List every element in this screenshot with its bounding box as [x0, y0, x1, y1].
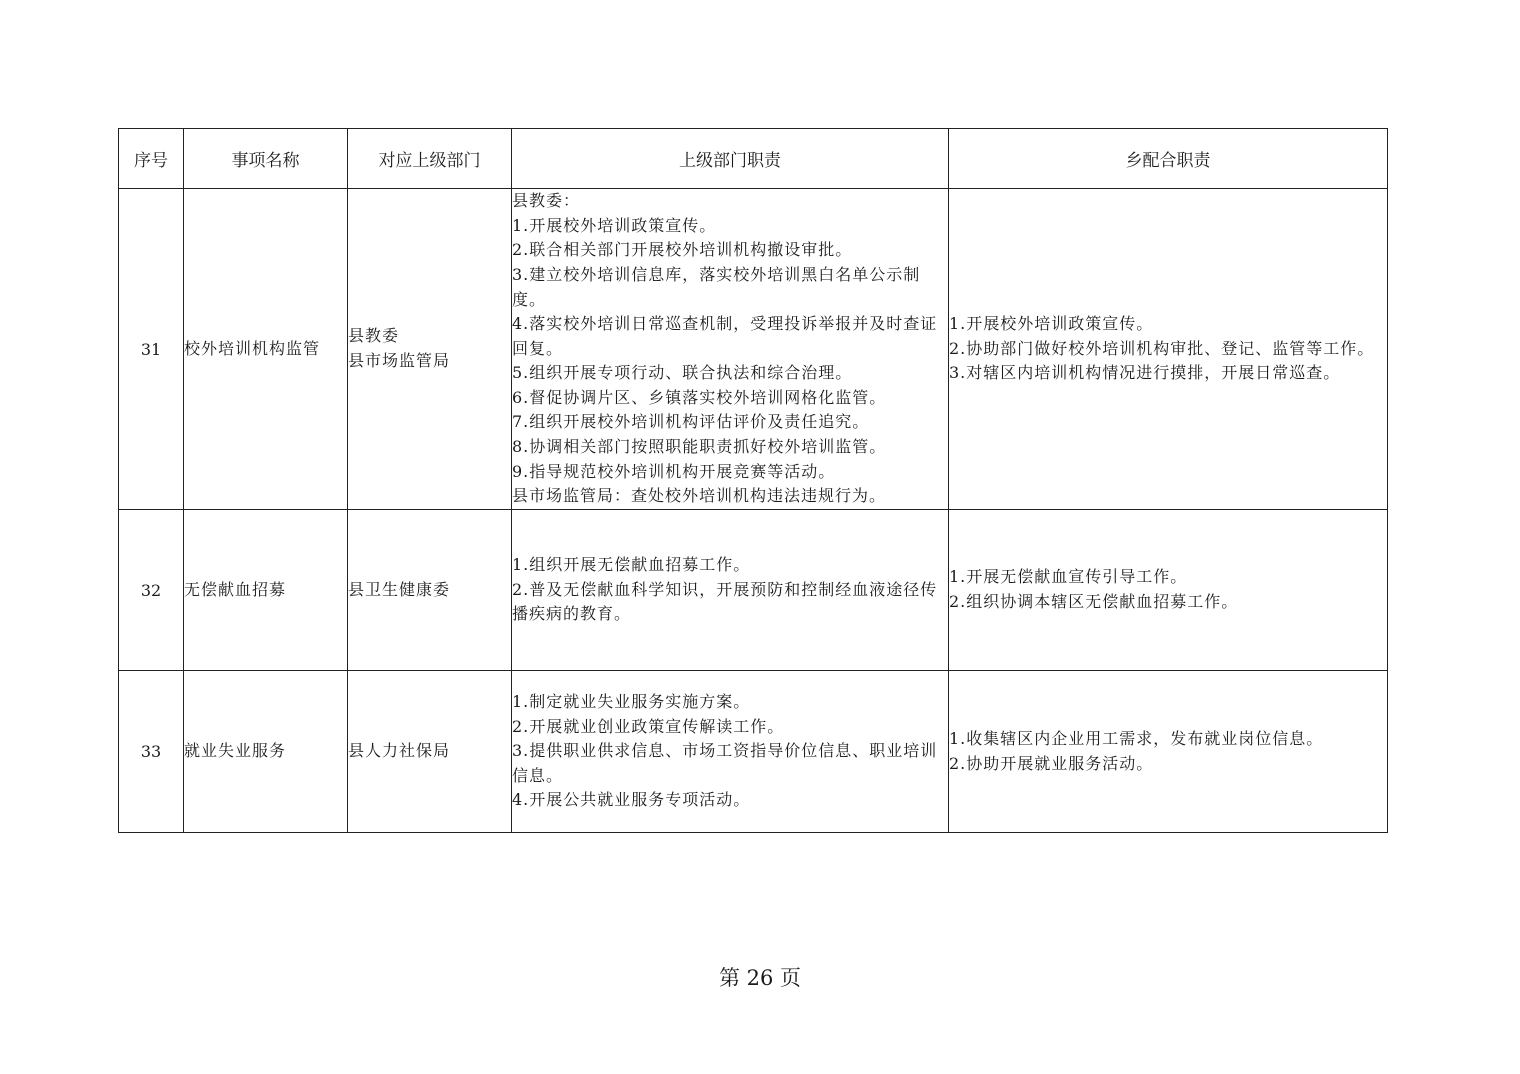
- duty-line: 县教委：: [512, 191, 581, 211]
- table-row: [119, 189, 1388, 510]
- dept-line: 县市场监管局: [348, 351, 451, 370]
- duty-line: 5.组织开展专项行动、联合执法和综合治理。: [512, 363, 853, 383]
- header-row: [119, 129, 1388, 189]
- table-row: [119, 510, 1388, 671]
- upper-dept: [348, 510, 512, 671]
- duty-line: 3.建立校外培训信息库，落实校外培训黑白名单公示制度。: [512, 264, 921, 309]
- duty-line: 1.收集辖区内企业用工需求，发布就业岗位信息。: [949, 728, 1324, 748]
- duty-line: 3.对辖区内培训机构情况进行摸排，开展日常巡查。: [949, 363, 1341, 383]
- upper-duty: [512, 671, 949, 833]
- duty-line: 1.组织开展无偿献血招募工作。: [512, 555, 751, 575]
- duty-line: 2.普及无偿献血科学知识，开展预防和控制经血液途径传播疾病的教育。: [512, 579, 938, 624]
- duty-line: 4.落实校外培训日常巡查机制，受理投诉举报并及时查证回复。: [512, 314, 938, 358]
- header-item-name: 事项名称: [184, 129, 348, 189]
- upper-duty: [512, 510, 949, 671]
- duty-line: 4.开展公共就业服务专项活动。: [512, 790, 751, 810]
- page-number: 第 26 页: [718, 966, 802, 990]
- duty-line: 1.开展无偿献血宣传引导工作。: [949, 567, 1188, 587]
- duty-line: 1.开展校外培训政策宣传。: [512, 215, 717, 235]
- header-upper-dept: 对应上级部门: [348, 129, 512, 189]
- upper-dept: [348, 671, 512, 833]
- dept-line: 县教委: [348, 326, 400, 346]
- duty-table: [118, 128, 1388, 833]
- local-duty: [949, 189, 1388, 510]
- local-duty: [949, 671, 1388, 833]
- dept-line: 县人力社保局: [348, 741, 451, 761]
- header-upper-duty: 上级部门职责: [512, 129, 949, 189]
- header-seq: 序号: [119, 129, 184, 189]
- header-local-duty: 乡配合职责: [949, 129, 1388, 189]
- local-duty: [949, 510, 1388, 671]
- duty-line: 2.协助部门做好校外培训机构审批、登记、监管等工作。: [949, 338, 1375, 358]
- item-name: 校外培训机构监管: [184, 189, 348, 510]
- duty-line: 7.组织开展校外培训机构评估评价及责任追究。: [512, 412, 870, 432]
- duty-line: 6.督促协调片区、乡镇落实校外培训网格化监管。: [512, 387, 887, 407]
- duty-line: 1.开展校外培训政策宣传。: [949, 314, 1154, 334]
- dept-line: 县卫生健康委: [348, 579, 451, 599]
- duty-line: 8.协调相关部门按照职能职责抓好校外培训监管。: [512, 437, 887, 457]
- item-name: 就业失业服务: [184, 671, 348, 833]
- upper-dept: [348, 189, 512, 510]
- duty-line: 县市场监管局：查处校外培训机构违法违规行为。: [512, 486, 887, 506]
- duty-line: 2.组织协调本辖区无偿献血招募工作。: [949, 592, 1239, 611]
- duty-line: 2.协助开展就业服务活动。: [949, 753, 1154, 773]
- row-number: 33: [119, 671, 184, 833]
- duty-line: 3.提供职业供求信息、市场工资指导价位信息、职业培训信息。: [512, 741, 938, 785]
- row-number: 31: [119, 189, 184, 510]
- item-name: 无偿献血招募: [184, 510, 348, 671]
- upper-duty: [512, 189, 949, 510]
- duty-line: 1.制定就业失业服务实施方案。: [512, 692, 751, 712]
- table-row: [119, 671, 1388, 833]
- duty-line: 2.开展就业创业政策宣传解读工作。: [512, 716, 785, 736]
- duty-line: 9.指导规范校外培训机构开展竞赛等活动。: [512, 461, 836, 481]
- duty-line: 2.联合相关部门开展校外培训机构撤设审批。: [512, 240, 853, 260]
- row-number: 32: [119, 510, 184, 671]
